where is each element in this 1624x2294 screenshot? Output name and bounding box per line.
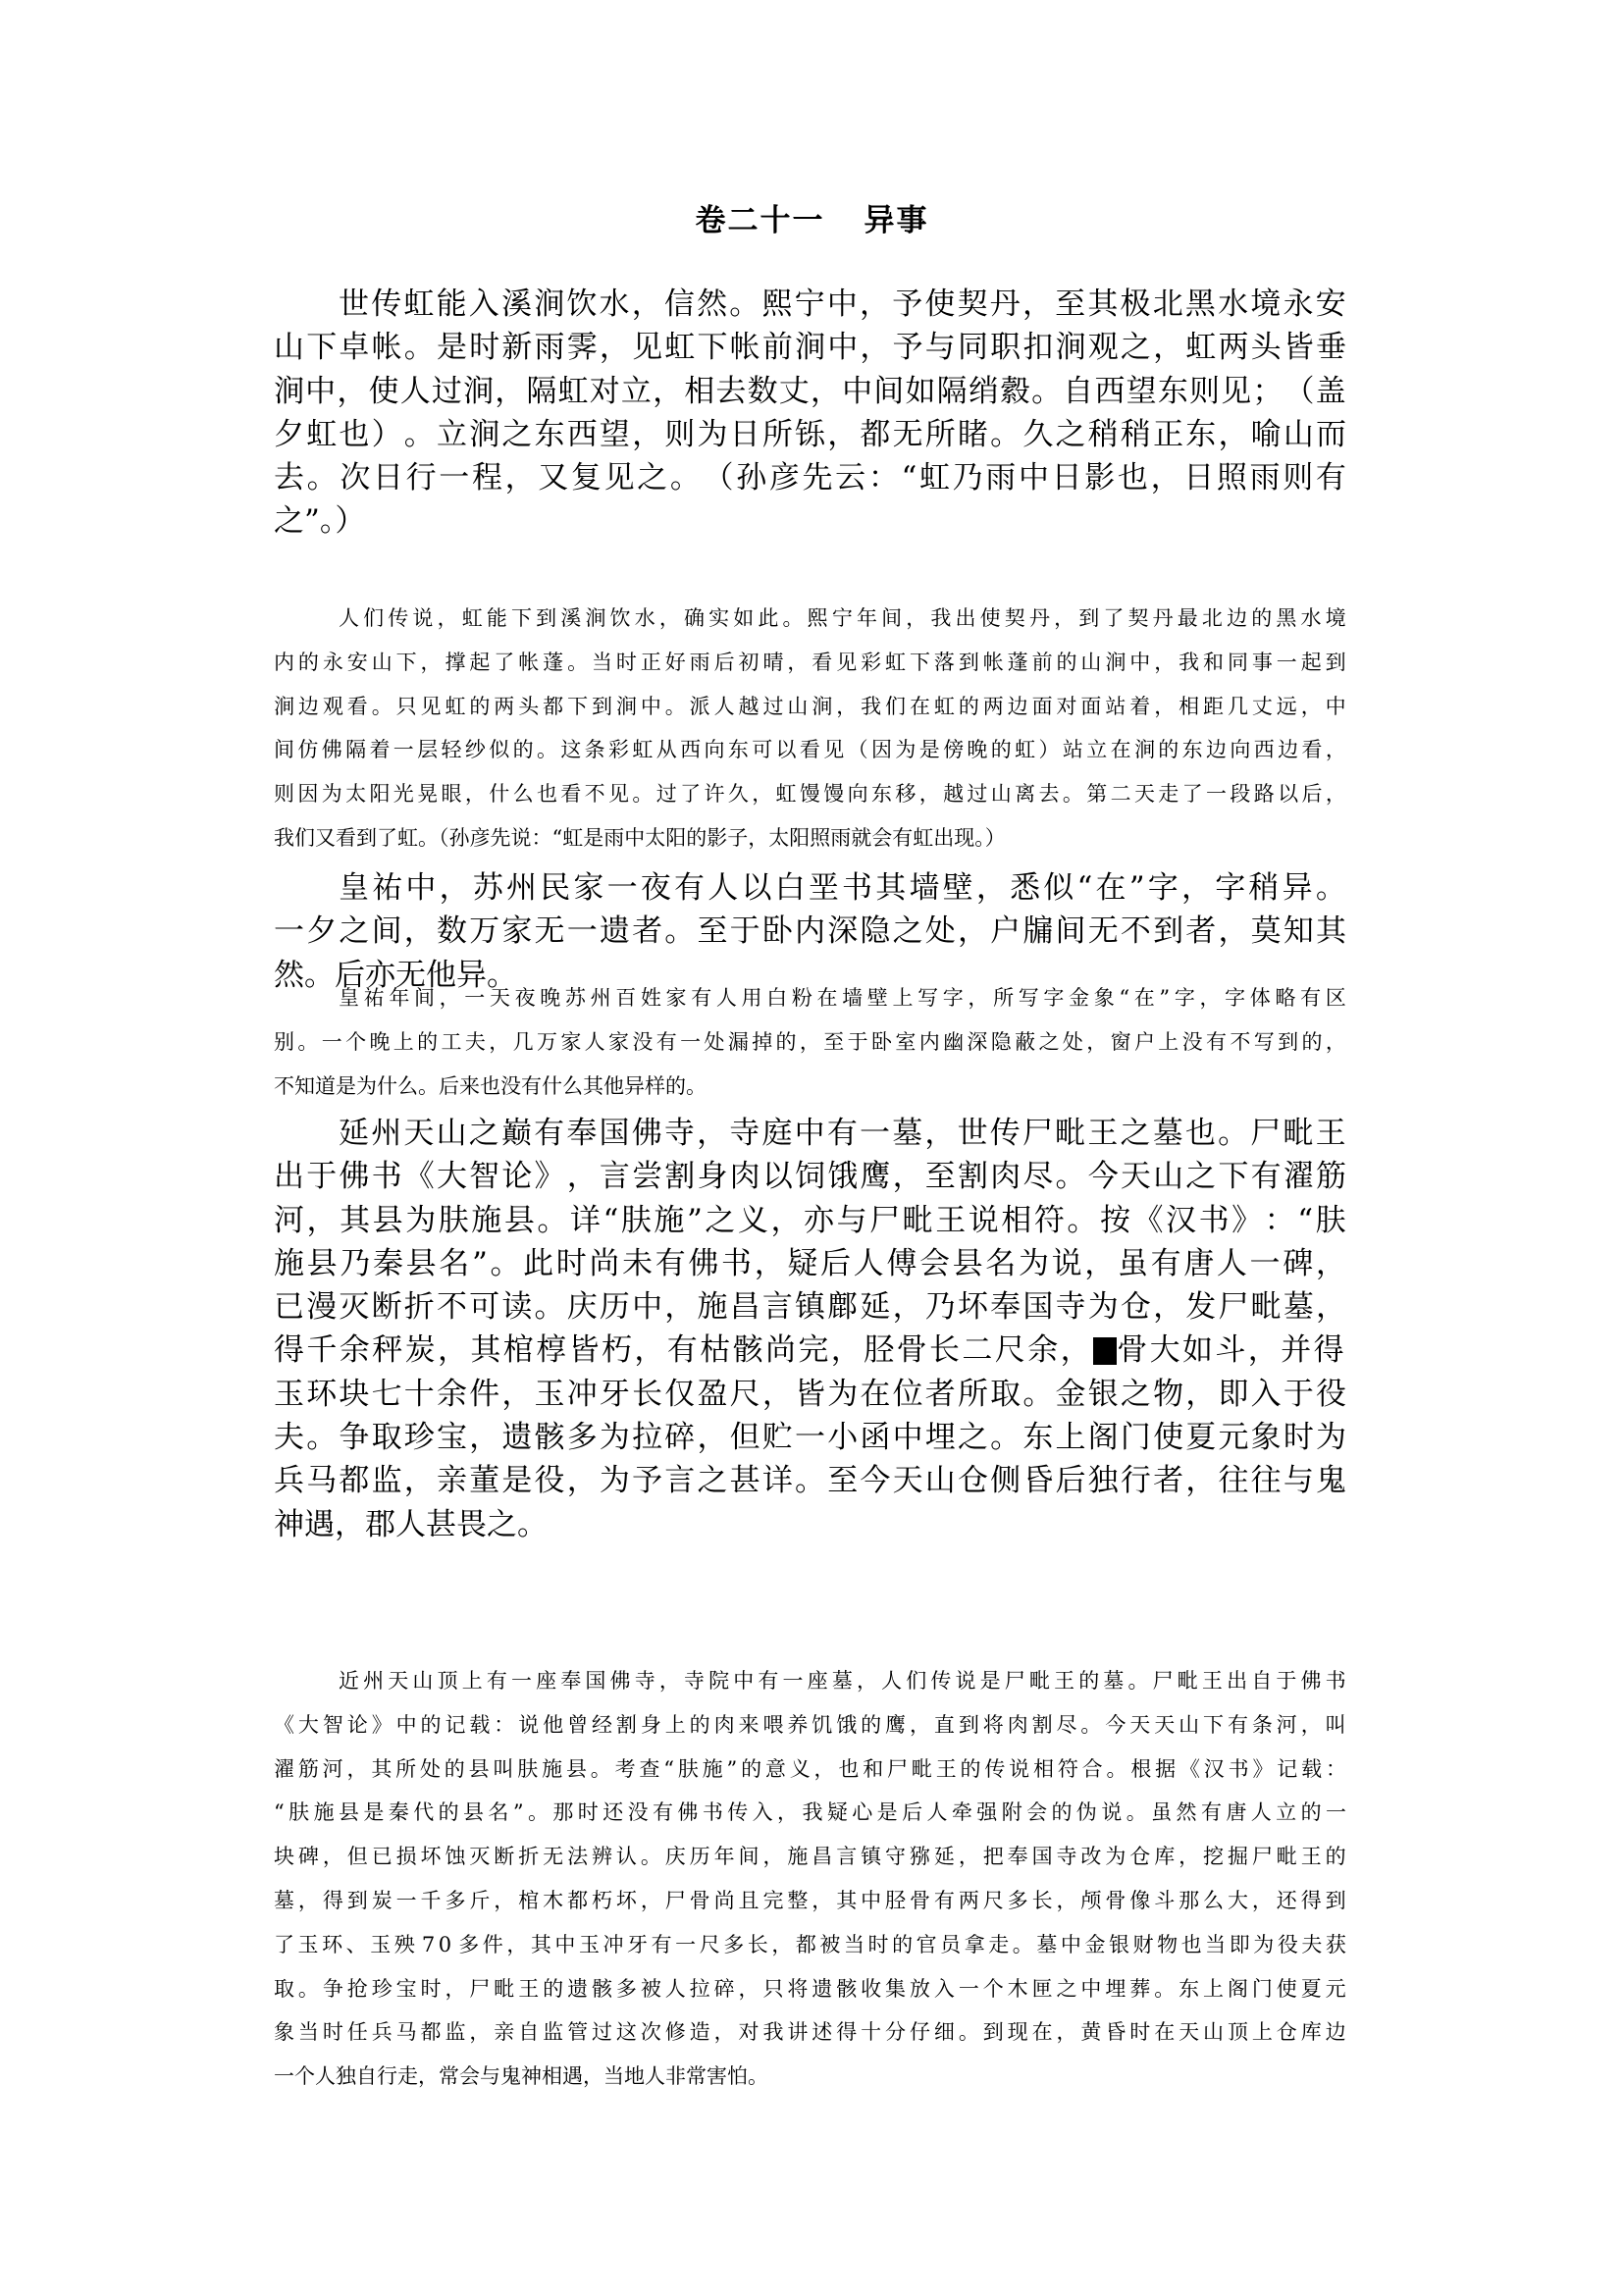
text-line: 了 玉 环 、 玉 殃 7 0 多 件 ， 其 中 玉 冲 牙 有 一 尺 多 长 ， 都 被 当 时 的 官 员 拿 走 。 墓 中 金 银 财 物 也 当 即 为 役 夫 获 bbox=[274, 1932, 1346, 1956]
text-line: 夫 。 争 取 珍 宝 ， 遗 骸 多 为 拉 碎 ， 但 贮 一 小 函 中 埋 之 。 东 上 阁 门 使 夏 元 象 时 为 bbox=[274, 1420, 1346, 1456]
chapter-volume: 卷二十一 bbox=[695, 203, 825, 238]
section-2-translation bbox=[274, 976, 1346, 1108]
missing-glyph-block bbox=[1093, 1337, 1117, 1365]
text-line: 不知道是为什么。后来也没有什么其他异样的。 bbox=[274, 1073, 707, 1098]
text-line: 皇 祐 年 间 ， 一 天 夜 晚 苏 州 百 姓 家 有 人 用 白 粉 在 墙 壁 上 写 字 ， 所 写 字 金 象 “ 在 ” 字 ， 字 体 略 有 区 bbox=[339, 986, 1346, 1010]
text-line: 兵 马 都 监 ， 亲 董 是 役 ， 为 予 言 之 甚 详 。 至 今 天 山 仓 侧 昏 后 独 行 者 ， 往 往 与 鬼 bbox=[274, 1463, 1346, 1499]
text-line: 一个人独自行走，常会与鬼神相遇，当地人非常害怕。 bbox=[274, 2064, 768, 2089]
text-line: 涧 中 ， 使 人 过 涧 ， 隔 虹 对 立 ， 相 去 数 丈 ， 中 间 如 隔 绡 縠 。 自 西 望 东 则 见 ； （ 盖 bbox=[274, 373, 1346, 409]
text-line: 神遇，郡人甚畏之。 bbox=[274, 1506, 548, 1542]
text-line: 块 碑 ， 但 已 损 坏 蚀 灭 断 折 无 法 辨 认 。 庆 历 年 间 ， 施 昌 言 镇 守 猕 延 ， 把 奉 国 寺 改 为 仓 库 ， 挖 掘 尸 毗 王 的 bbox=[274, 1845, 1346, 1869]
text-line: 别 。 一 个 晚 上 的 工 夫 ， 几 万 家 人 家 没 有 一 处 漏 掉 的 ， 至 于 卧 室 内 幽 深 隐 蔽 之 处 ， 窗 户 上 没 有 不 写 到 的 ， bbox=[274, 1029, 1346, 1054]
chapter-topic: 异事 bbox=[864, 203, 929, 238]
text-line: 出 于 佛 书 《 大 智 论 》 ， 言 尝 割 身 肉 以 饲 饿 鹰 ， 至 割 肉 尽 。 今 天 山 之 下 有 濯 筋 bbox=[274, 1159, 1346, 1195]
text-line: 我们又看到了虹。（孙彦先说：“虹是雨中太阳的影子，太阳照雨就会有虹出现。） bbox=[274, 825, 1006, 850]
text-line: 人 们 传 说 ， 虹 能 下 到 溪 涧 饮 水 ， 确 实 如 此 。 熙 宁 年 间 ， 我 出 使 契 丹 ， 到 了 契 丹 最 北 边 的 黑 水 境 bbox=[339, 606, 1346, 630]
text-line: 世 传 虹 能 入 溪 涧 饮 水 ， 信 然 。 熙 宁 中 ， 予 使 契 丹 ， 至 其 极 北 黑 水 境 永 安 bbox=[339, 287, 1346, 322]
text-line: 象 当 时 任 兵 马 都 监 ， 亲 自 监 管 过 这 次 修 造 ， 对 我 讲 述 得 十 分 仔 细 。 到 现 在 ， 黄 昏 时 在 天 山 顶 上 仓 库 边 bbox=[274, 2020, 1346, 2045]
text-line: 玉 环 块 七 十 余 件 ， 玉 冲 牙 长 仅 盈 尺 ， 皆 为 在 位 者 所 取 。 金 银 之 物 ， 即 入 于 役 bbox=[274, 1376, 1346, 1412]
section-3-translation bbox=[274, 1659, 1346, 2099]
text-line: 墓 ， 得 到 炭 一 千 多 斤 ， 棺 木 都 朽 坏 ， 尸 骨 尚 且 完 整 ， 其 中 胫 骨 有 两 尺 多 长 ， 颅 骨 像 斗 那 么 大 ， 还 得 到 bbox=[274, 1888, 1346, 1912]
text-line: 近 州 天 山 顶 上 有 一 座 奉 国 佛 寺 ， 寺 院 中 有 一 座 墓 ， 人 们 传 说 是 尸 毗 王 的 墓 。 尸 毗 王 出 自 于 佛 书 bbox=[339, 1669, 1346, 1693]
text-line: 去 。 次 日 行 一 程 ， 又 复 见 之 。 （ 孙 彦 先 云 ： “ 虹 乃 雨 中 日 影 也 ， 日 照 雨 则 有 bbox=[274, 460, 1346, 496]
text-fragment: 骨大如斗，并得 bbox=[1117, 1332, 1346, 1369]
text-line: 河 ， 其 县 为 肤 施 县 。 详 “ 肤 施 ” 之 义 ， 亦 与 尸 毗 王 说 相 符 。 按 《 汉 书 》 ： “ 肤 bbox=[274, 1202, 1346, 1238]
text-line: 夕 虹 也 ） 。 立 涧 之 东 西 望 ， 则 为 日 所 铄 ， 都 无 所 睹 。 久 之 稍 稍 正 东 ， 喻 山 而 bbox=[274, 416, 1346, 452]
text-line: 延 州 天 山 之 巅 有 奉 国 佛 寺 ， 寺 庭 中 有 一 墓 ， 世 传 尸 毗 王 之 墓 也 。 尸 毗 王 bbox=[339, 1116, 1346, 1151]
text-line: 则 因 为 太 阳 光 晃 眼 ， 什 么 也 看 不 见 。 过 了 许 久 ， 虹 馒 馒 向 东 移 ， 越 过 山 离 去 。 第 二 天 走 了 一 段 路 以 后 ， bbox=[274, 782, 1346, 807]
text-line: 涧 边 观 看 。 只 见 虹 的 两 头 都 下 到 涧 中 。 派 人 越 过 山 涧 ， 我 们 在 虹 的 两 边 面 对 面 站 着 ， 相 距 几 丈 远 ， 中 bbox=[274, 694, 1346, 718]
text-line: 山 下 卓 帐 。 是 时 新 雨 霁 ， 见 虹 下 帐 前 涧 中 ， 予 与 同 职 扣 涧 观 之 ， 虹 两 头 皆 垂 bbox=[274, 330, 1346, 366]
chapter-title bbox=[0, 199, 1624, 242]
section-3-original bbox=[274, 1112, 1346, 1546]
text-line: 皇 祐 中 ， 苏 州 民 家 一 夜 有 人 以 白 垩 书 其 墙 壁 ， 悉 似 “ 在 ” 字 ， 字 稍 异 。 bbox=[339, 870, 1346, 906]
section-1-original bbox=[274, 283, 1346, 544]
section-1-translation bbox=[274, 597, 1346, 860]
text-line: “ 肤 施 县 是 秦 代 的 县 名 ” 。 那 时 还 没 有 佛 书 传 入 ， 我 疑 心 是 后 人 牵 强 附 会 的 伪 说 。 虽 然 有 唐 人 立 的 一 bbox=[274, 1800, 1346, 1825]
text-line: 施 县 乃 秦 县 名 ” 。 此 时 尚 未 有 佛 书 ， 疑 后 人 傅 会 县 名 为 说 ， 虽 有 唐 人 一 碑 ， bbox=[274, 1245, 1346, 1281]
text-line: 取 。 争 抢 珍 宝 时 ， 尸 毗 王 的 遗 骸 多 被 人 拉 碎 ， 只 将 遗 骸 收 集 放 入 一 个 木 匣 之 中 埋 葬 。 东 上 阁 门 使 夏 元 bbox=[274, 1976, 1346, 2001]
text-fragment: 得千余秤炭，其棺椁皆朽，有枯骸尚完，胫骨长二尺余， bbox=[274, 1332, 1093, 1369]
text-line: 间 仿 佛 隔 着 一 层 轻 纱 似 的 。 这 条 彩 虹 从 西 向 东 可 以 看 见 （ 因 为 是 傍 晚 的 虹 ） 站 立 在 涧 的 东 边 向 西 边 看 ， bbox=[274, 738, 1346, 762]
text-line: 然。后亦无他异。 bbox=[274, 957, 517, 993]
text-line: 《 大 智 论 》 中 的 记 载 ： 说 他 曾 经 割 身 上 的 肉 来 喂 养 饥 饿 的 鹰 ， 直 到 将 肉 割 尽 。 今 天 天 山 下 有 条 河 ， 叫 bbox=[274, 1712, 1346, 1737]
text-line: 濯 筋 河 ， 其 所 处 的 县 叫 肤 施 县 。 考 查 “ 肤 施 ” 的 意 义 ， 也 和 尸 毗 王 的 传 说 相 符 合 。 根 据 《 汉 书 》 记 载 ： bbox=[274, 1756, 1346, 1781]
text-line-with-missing-glyph bbox=[274, 1329, 1346, 1372]
text-line: 一 夕 之 间 ， 数 万 家 无 一 遗 者 。 至 于 卧 内 深 隐 之 处 ， 户 牖 间 无 不 到 者 ， 莫 知 其 bbox=[274, 913, 1346, 950]
text-line: 已 漫 灭 断 折 不 可 读 。 庆 历 中 ， 施 昌 言 镇 鄜 延 ， 乃 坏 奉 国 寺 为 仓 ， 发 尸 毗 墓 ， bbox=[274, 1289, 1346, 1326]
text-line: 内 的 永 安 山 下 ， 撑 起 了 帐 蓬 。 当 时 正 好 雨 后 初 晴 ， 看 见 彩 虹 下 落 到 帐 蓬 前 的 山 涧 中 ， 我 和 同 事 一 起 到 bbox=[274, 650, 1346, 674]
text-line: 之”。） bbox=[274, 503, 366, 540]
